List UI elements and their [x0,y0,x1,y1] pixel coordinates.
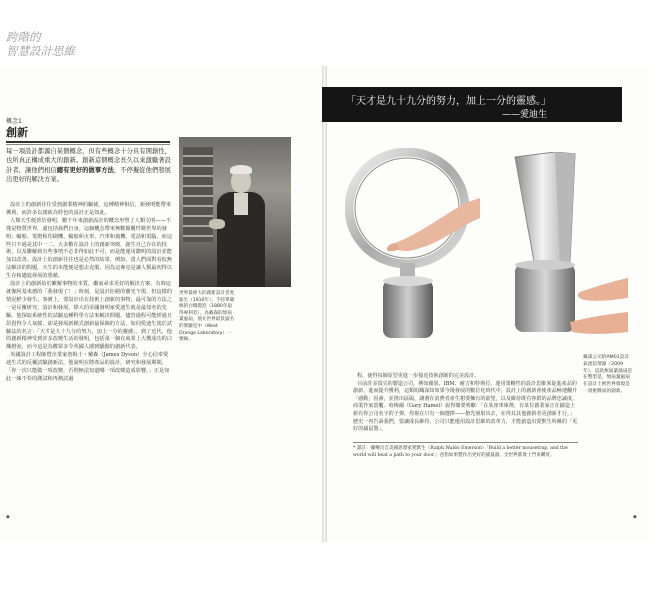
bladeless-fan-front [345,148,480,343]
quote-text: 「天才是九十九分的努力，加上一分的靈感。」 [346,96,551,107]
lead-post: ，不停擬從他們發展出更好的解決方案。 [6,166,172,183]
quote-author: ——愛迪生 [502,110,548,120]
concept-number: 概念1 [6,118,22,125]
fan-base-top [383,276,433,286]
body-right-paragraph: 程，使得每個原型更進一步接近技術創新的完美設計。 [357,373,480,379]
lightbulb-hand [209,219,225,229]
fan-base-side [515,264,575,332]
bladeless-fan-side [500,152,628,347]
body-left [6,202,172,384]
section-title-line2: 智慧設計思維 [6,44,75,58]
page-mark-right: ◆ [633,514,637,520]
lab-shelves [183,147,213,242]
fan-caption: 戴森公司的AM01設計氣流倍增器（2009年），這款無扇葉風扇是在整型是，無扇葉風扇在設計上被世界發現是一項挑戰成的創新。 [583,355,633,394]
body-left-paragraph: 英國設計工程師暨企業家詹姆士・戴森（James Dyson）全心信奉愛迪生式的反覆試驗創新法，他說明在將產品的設計，研究和發展期間，「你一次只能做一項改變，否則無法知道哪一項改變造成影響。」正是如此一絲不苟的測試和再測試過 [6,352,170,382]
section-title-line1: 跨階的 [6,30,41,44]
photo-caption: 世界最偉大的創新設計者愛迪生（1910年），手持單碳絲的白熾燈泡（1880年取得專利者），為戴森的無扇葉風扇，他在世界最負盛名的實驗室中（West Orange Laboratory）一號線。 [179,291,235,343]
body-left-paragraph: 人類天生便善於發明，數千年來創新設計的概念形塑了人類文明——不僅是物質世界，還包括我們自身。這個概念帶來無數顛覆性變世界的發明：輪船、電燈和印刷機、輪船和火車、汽車和飛機、電話和電腦，而這些只不過是其中一二。大多數在設計上的創新突破，誕生自己存在的技術，以及聯解到有些事情不必非得如此不可，而是能運用聰明的設計並能加以改善。設計上的創新往往也是必然的結果，例如，當人們面對看似無法解決的問題，天生的本能便是想去克服，因為這專克是讓人類最初得以生存和邁進發展的憑藉。 [6,217,173,280]
body-right-paragraph: 目前許多頂尖的製造公司，例如蘋果、IBM、耐吉和特斯拉，運用策略性的設計思維來促進產品的創新，進而提升獲利，這類組織深知如果今後發展的數位化時代中，設計上的創新會使產品極速翻升「感動」因素，並推出區隔，讓潛在消費者產生想要擁有的欲望，以及維持既有客群的品牌忠誠度。商業作家當艦．哈梅爾（Gary Hamel）說得簡要明瞭：「在某座車庫裡，有某位創業家正在鑄造上新有你公司名字的子彈，你現在只有一個選擇——搶先發射出去，在得其其他創新者更創新才行。」歷史一再告訴我們，要讓成長維持，公司只能運用設計思維的改革力，才能創造出愛默生所稱的「更好的捕鼠器」。 [353,380,578,433]
edison-hair [230,165,252,174]
pointing-hand [578,278,628,301]
page-mark-left: ◆ [6,514,10,520]
fan-base-side-top [515,260,575,270]
footnote: * 譯註：據傳出自美國思想家愛默生（Ralph Waldo Emerson）「Build a better mousetrap, and the world will beat a path to your door.」意指如果製作出更好的捕鼠器，全世界都會上門來購買。 [353,446,568,458]
footnote-rule [353,442,578,443]
section-title [6,30,75,58]
lead-paragraph [6,147,172,184]
lower-hand [570,312,628,334]
fan-base [383,280,433,338]
lead-bold: 總有更好的做事方法 [56,166,114,174]
body-right [353,373,578,434]
lead-pre: 每一項設計都源自某個概念，但有些概念十分具有開創性，也所真正構成重大的創新。創新這個概念長久以來激勵著設計者，讓他們相信 [6,148,172,174]
title-rule-thin [6,144,170,145]
body-left-paragraph: 設計上的創新往往受到創業精神的驅使，這種精神相信，新發明能帶來獲利，而許多以創新為特色的設計正是如此。 [6,202,171,216]
edison-photo [179,137,291,287]
title-rule [6,141,170,143]
concept-title: 創新 [6,126,28,139]
edison-shirt [234,193,248,215]
body-left-paragraph: 設計上的創新始於瞭解事物的本質，繼而尋求更好的解決方案，有時這就像阿基米德的「我發現了！」時刻，是設計拒絕的靈光乍現，但這樣的情況鮮少發生。事實上，要設計出在技術上創新的事物，最可靠的方法之一是反覆研究、設計和發展，偉大的美國發明家愛迪生就是最知名的先驅。他探取系統性的試驗這種科學方法來解決問題，儘管過程可能經過且昂貴得令人氣餒，卻是發展新穎式創新最保險的方法，如同愛迪生篤於試驗法的名言：「天才是九十九分的努力，加上一分的靈感」。到了近代，他的創新精神受到許多改變生活的發明，包括第一個在商業上大獲成功的白熾燈泡，而今這是為數眾多令英國人感到驕傲的創新代表。 [6,281,173,351]
